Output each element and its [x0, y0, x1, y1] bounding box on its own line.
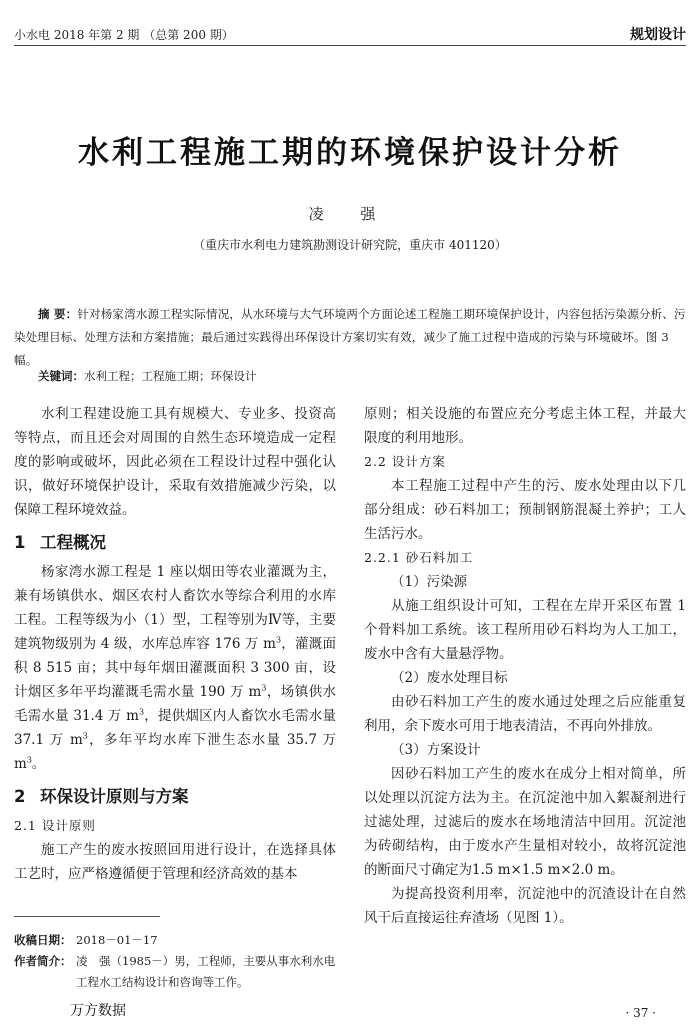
keywords	[38, 366, 257, 386]
author-affiliation: （重庆市水利电力建筑勘测设计研究院，重庆市 401120）	[193, 238, 507, 252]
header-rule	[14, 45, 686, 46]
item-2-paragraph: 由砂石料加工产生的废水通过处理之后应能重复利用，余下废水可用于地表清洁，不再向外排放。	[364, 694, 686, 734]
section-2-heading	[14, 780, 336, 814]
section-2-number: 2	[14, 787, 26, 806]
abstract-label: 摘 要：	[38, 307, 78, 321]
page-number: · 37 ·	[625, 1006, 656, 1020]
section-tag: 规划设计	[630, 27, 686, 43]
item-3-heading: （3）方案设计	[391, 742, 481, 758]
author-bio: 作者简介： 凌 强（1985－）男，工程师，主要从事水利水电工程水工结构设计和咨询等工作。	[14, 954, 336, 989]
section-2-1-heading: 2.1 设计原则	[14, 818, 96, 833]
section-2-2-heading: 2.2 设计方案	[364, 454, 446, 469]
intro-paragraph: 水利工程建设施工具有规模大、专业多、投资高等特点，而且还会对周围的自然生态环境造成一定程度的影响或破坏，因此必须在工程设计过程中强化认识，做好环境保护设计，采取有效措施减少污染，以保障工程环境效益。	[14, 406, 336, 518]
wanfang-watermark: 万方数据	[70, 1003, 126, 1019]
section-2-2-paragraph: 本工程施工过程中产生的污、废水处理由以下几部分组成：砂石料加工；预制钢筋混凝土养护；工人生活污水。	[364, 478, 686, 542]
item-1-heading: （1）污染源	[391, 574, 468, 590]
section-1-number: 1	[14, 533, 26, 552]
item-1-paragraph: 从施工组织设计可知，工程在左岸开采区布置 1 个骨料加工系统。该工程所用砂石料均为人工加工，废水中含有大量悬浮物。	[364, 598, 686, 662]
left-column	[14, 402, 336, 886]
section-2-1-paragraph: 施工产生的废水按照回用进行设计，在选择具体工艺时，应严格遵循便于管理和经济高效的基本	[14, 842, 336, 882]
author-name: 凌 强	[308, 205, 392, 223]
section-2-2-1-heading: 2.2.1 砂石料加工	[364, 550, 474, 565]
right-column	[364, 402, 686, 930]
section-1-paragraph: 杨家湾水源工程是 1 座以烟田等农业灌溉为主，兼有场镇供水、烟区农村人畜饮水等综合利用的水库工程。工程等级为小（1）型，工程等别为Ⅳ等，主要建筑物级别为 4 级，水库总库容 176 万 $m^3$，灌溉面积 8 515 亩；其中每年烟田灌溉面积 3 300 亩，设计烟区多年平均灌溉毛需水量 190 万 $m^3$，场镇供水毛需水量 31.4 万 $m^3$，提供烟区内人畜饮水毛需水量 37.1 万 $m^3$，多年平均水库下泄生态水量 35.7 万 $m^3$。	[14, 564, 337, 772]
item-2-heading: （2）废水处理目标	[391, 670, 508, 686]
received-date: 收稿日期： 2018－01－17	[14, 933, 158, 947]
keywords-text: 水利工程；工程施工期；环保设计	[84, 369, 257, 383]
item-3-paragraph: 因砂石料加工产生的废水在成分上相对简单，所以处理以沉淀方法为主。在沉淀池中加入絮凝剂进行过滤处理，过滤后的废水在场地清洁中回用。沉淀池为砖砌结构，由于废水产生量相对较小，故将沉淀池的断面尺寸确定为1.5 m×1.5 m×2.0 m。	[364, 766, 686, 878]
article-title: 水利工程施工期的环境保护设计分析	[78, 135, 622, 171]
section-1-heading	[14, 526, 336, 560]
section-2-title: 环保设计原则与方案	[40, 787, 189, 806]
footnotes	[14, 930, 336, 993]
abstract	[14, 303, 686, 372]
section-1-title: 工程概况	[40, 533, 106, 552]
footnote-rule	[14, 916, 160, 917]
keywords-label: 关键词：	[38, 369, 84, 383]
continued-paragraph: 原则；相关设施的布置应充分考虑主体工程，并最大限度的利用地形。	[364, 406, 686, 446]
running-head: 小水电 2018 年第 2 期 （总第 200 期）	[14, 28, 234, 42]
abstract-text: 针对杨家湾水源工程实际情况，从水环境与大气环境两个方面论述工程施工期环境保护设计，内容包括污染源分析、污染处理目标、处理方法和方案措施；最后通过实践得出环保设计方案切实有效，减少了施工过程中造成的污染与环境破坏。图 3 幅。	[14, 307, 686, 367]
item-3-paragraph-2: 为提高投资利用率，沉淀池中的沉渣设计在自然风干后直接运往弃渣场（见图 1）。	[364, 886, 686, 926]
